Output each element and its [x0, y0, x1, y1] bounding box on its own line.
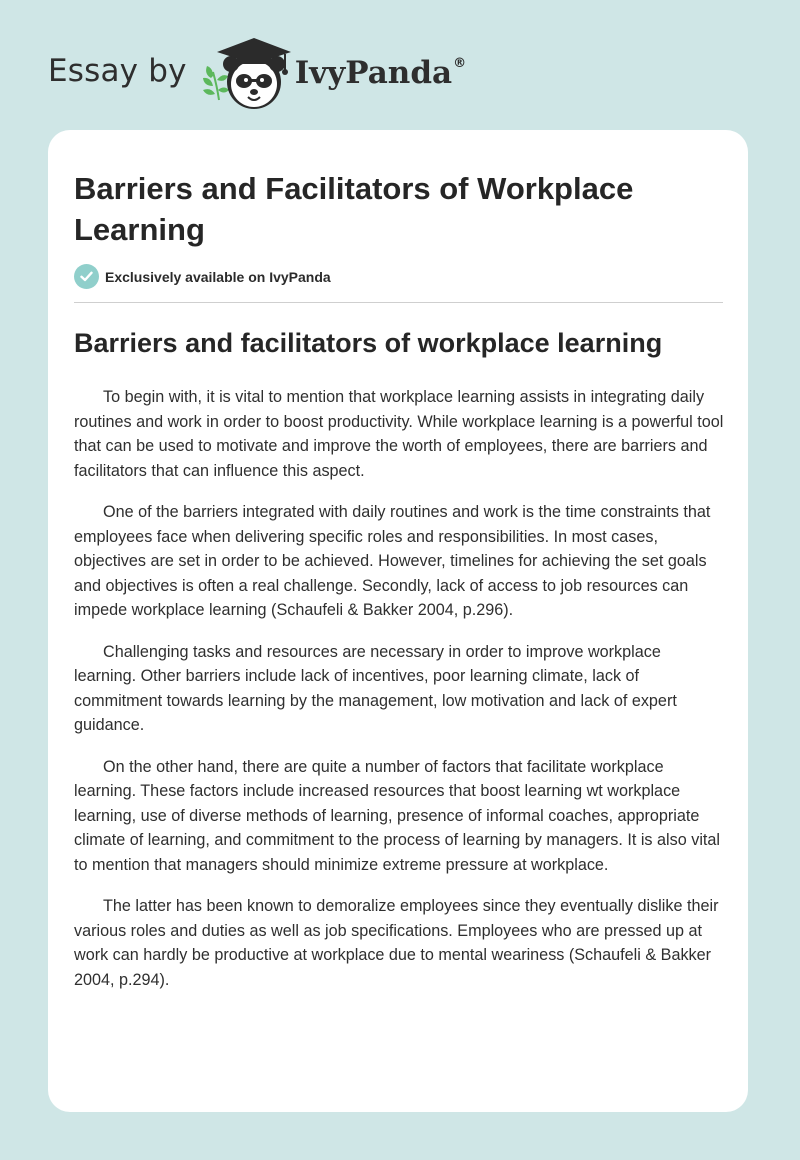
essay-title: Barriers and Facilitators of Workplace Learning [74, 171, 634, 247]
exclusive-badge [74, 264, 331, 289]
paragraph: One of the barriers integrated with daily routines and work is the time constraints that employees face when delivering specific roles and responsibilities. In most cases, objectives are set in order to be achieved. However, timelines for achieving the set goals and objectives is often a real challenge. Secondly, lack of access to job resources can impede workplace learning (Schaufeli & Bakker 2004, p.296). [74, 503, 711, 619]
divider [74, 302, 723, 303]
panda-graduate-icon[interactable] [199, 34, 293, 114]
essay-card [48, 130, 748, 1112]
paragraph: To begin with, it is vital to mention that workplace learning assists in integrating daily routines and work in order to boost productivity. While workplace learning is a powerful tool that can be used to motivate and improve the worth of employees, there are barriers and facilitators that can influence this aspect. [74, 388, 724, 480]
brand-text: IvyPanda [294, 55, 453, 91]
paragraph: On the other hand, there are quite a number of factors that facilitate workplace learning. These factors include increased resources that boost learning wt workplace learning, use of diverse methods of learning, presence of informal coaches, appropriate climate of learning, and commitment to the process of learning by managers. It is also vital to mention that managers should minimize extreme pressure at workplace. [74, 757, 721, 874]
essay-by-label: Essay by [48, 53, 187, 89]
section-heading: Barriers and facilitators of workplace learning [74, 328, 663, 358]
paragraph: Challenging tasks and resources are necessary in order to improve workplace learning. Other barriers include lack of incentives, poor learning climate, lack of commitment towards learning by the management, low motivation and lack of expert guidance. [74, 642, 677, 734]
check-circle-icon [74, 264, 99, 289]
brand-name[interactable] [295, 55, 466, 91]
exclusive-label: Exclusively available on IvyPanda [105, 268, 331, 285]
site-header [48, 34, 466, 114]
paragraph: The latter has been known to demoralize employees since they eventually dislike their various roles and duties as well as job specifications. Employees who are pressed up at work can hardly be productive at workplace due to mental weariness (Schaufeli & Bakker 2004, p.294). [74, 897, 719, 989]
registered-mark: ® [453, 56, 467, 71]
essay-body [74, 385, 726, 1009]
